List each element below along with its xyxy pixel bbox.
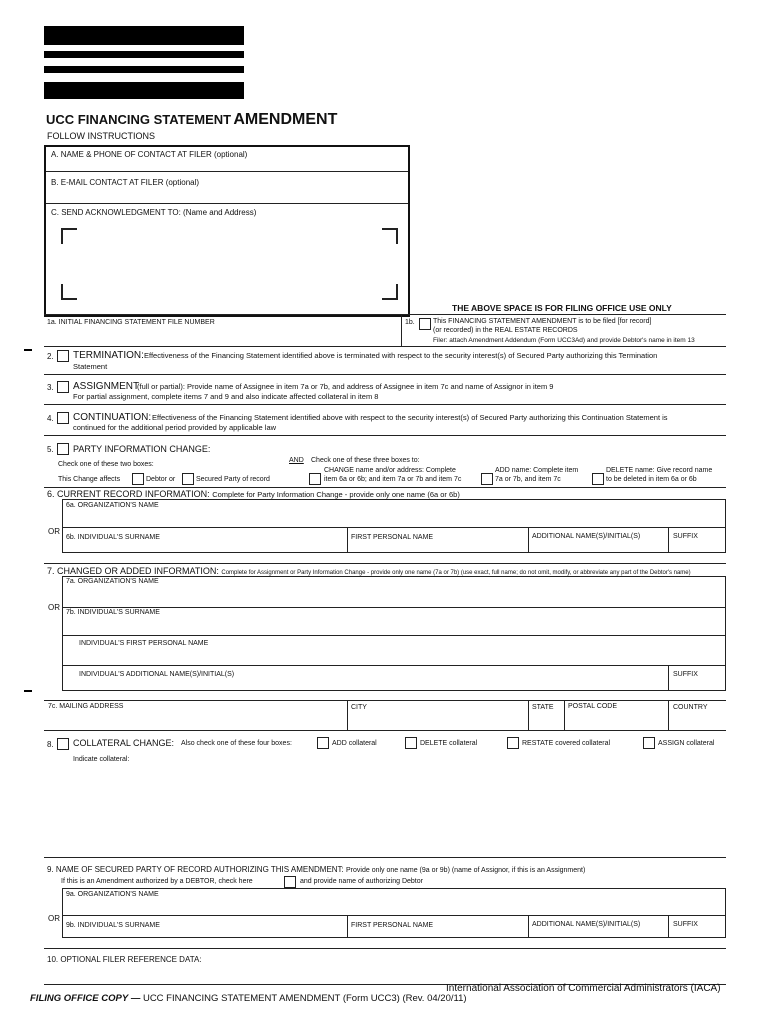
delete-name-text-1: DELETE name: Give record name	[606, 467, 713, 474]
change-affects-text: This Change affects	[58, 476, 121, 483]
org-name-7a-input[interactable]	[64, 588, 724, 606]
send-ack-label: C. SEND ACKNOWLEDGMENT TO: (Name and Address)	[51, 208, 257, 217]
header-bar-2	[44, 51, 244, 58]
follow-instructions: FOLLOW INSTRUCTIONS	[47, 131, 156, 141]
form-title	[46, 111, 337, 129]
affects-secured-party-checkbox[interactable]	[182, 473, 194, 485]
mailing-address-7c-label: 7c. MAILING ADDRESS	[48, 703, 124, 710]
surname-9b-label: 9b. INDIVIDUAL'S SURNAME	[66, 922, 160, 929]
suffix-7-label: SUFFIX	[673, 671, 698, 678]
initial-file-number-input[interactable]	[47, 330, 397, 344]
termination-num: 2.	[47, 352, 54, 361]
footer-iaca: International Association of Commercial Administrators (IACA)	[446, 983, 721, 994]
termination-text: Effectiveness of the Financing Statement identified above is terminated with respect to the security interest(s) of Secured Party authorizing this Termination	[144, 351, 658, 360]
collateral-description-area[interactable]	[73, 767, 723, 855]
debtor-authorized-text-2: and provide name of authorizing Debtor	[300, 878, 423, 885]
surname-6b-label: 6b. INDIVIDUAL'S SURNAME	[66, 534, 160, 541]
termination-heading: TERMINATION:	[73, 350, 144, 361]
form-title-amendment: AMENDMENT	[233, 111, 338, 128]
add-collateral-checkbox[interactable]	[317, 737, 329, 749]
assignment-heading: ASSIGNMENT	[73, 381, 140, 392]
org-name-7a-label: 7a. ORGANIZATION'S NAME	[66, 578, 159, 585]
send-ack-address-area[interactable]	[64, 231, 396, 299]
footer-copy: FILING OFFICE COPY	[30, 993, 129, 1004]
termination-checkbox[interactable]	[57, 350, 69, 362]
real-estate-text-1: This FINANCING STATEMENT AMENDMENT is to be filed [for record]	[433, 318, 652, 325]
and-label: AND	[289, 457, 304, 464]
collateral-heading: COLLATERAL CHANGE:	[73, 738, 175, 748]
restate-collateral-label: RESTATE covered collateral	[522, 740, 611, 747]
first-name-7-label: INDIVIDUAL'S FIRST PERSONAL NAME	[79, 640, 209, 647]
org-name-9a-label: 9a. ORGANIZATION'S NAME	[66, 891, 159, 898]
continuation-heading: CONTINUATION:	[73, 412, 152, 423]
changed-info-title: 7. CHANGED OR ADDED INFORMATION:	[47, 566, 219, 576]
real-estate-text-2: (or recorded) in the REAL ESTATE RECORDS	[433, 327, 578, 334]
secured-party-title: 9. NAME OF SECURED PARTY OF RECORD AUTHORIZING THIS AMENDMENT:	[47, 865, 344, 874]
footer-copy-line	[30, 993, 467, 1004]
city-7c-label: CITY	[351, 704, 367, 711]
country-7c-label: COUNTRY	[673, 704, 708, 711]
org-name-6a-label: 6a. ORGANIZATION'S NAME	[66, 502, 159, 509]
real-estate-checkbox[interactable]	[419, 318, 431, 330]
add-name-text-1: ADD name: Complete item	[495, 467, 579, 474]
header-bar-4	[44, 82, 244, 99]
current-record-text: Complete for Party Information Change - provide only one name (6a or 6b)	[212, 490, 460, 499]
real-estate-text-3: Filer: attach Amendment Addendum (Form UCC3Ad) and provide Debtor's name in item 13	[433, 337, 695, 344]
termination-text-2: Statement	[73, 362, 108, 371]
continuation-text-2: continued for the additional period provided by applicable law	[73, 423, 277, 432]
indicate-collateral-label: Indicate collateral:	[73, 756, 130, 763]
change-name-checkbox[interactable]	[309, 473, 321, 485]
header-bar-1	[44, 26, 244, 45]
state-7c-label: STATE	[532, 704, 554, 711]
changed-info-text: Complete for Assignment or Party Information Change - provide only one name (7a or 7b) (use exact, full name; do not omit, modify, or abbreviate any part of the Debtor's name)	[221, 570, 691, 576]
affects-debtor-checkbox[interactable]	[132, 473, 144, 485]
assignment-text-2: For partial assignment, complete items 7 and 9 and also indicate affected collateral in item 8	[73, 392, 379, 401]
optional-reference-input[interactable]	[47, 966, 723, 980]
check-two-boxes-text: Check one of these two boxes:	[58, 461, 154, 468]
assign-collateral-label: ASSIGN collateral	[658, 740, 715, 747]
additional-names-7-label: INDIVIDUAL'S ADDITIONAL NAME(S)/INITIAL(S)	[79, 671, 235, 678]
contact-name-phone-label: A. NAME & PHONE OF CONTACT AT FILER (optional)	[51, 150, 248, 159]
suffix-6b-label: SUFFIX	[673, 533, 698, 540]
check-three-boxes-text: Check one of these three boxes to:	[311, 457, 420, 464]
secured-party-heading	[47, 865, 585, 876]
assignment-num: 3.	[47, 383, 54, 392]
debtor-authorized-text: If this is an Amendment authorized by a DEBTOR, check here	[61, 878, 253, 885]
change-name-text-2: item 6a or 6b; and item 7a or 7b and item 7c	[324, 476, 462, 483]
add-collateral-label: ADD collateral	[332, 740, 377, 747]
collateral-also-text: Also check one of these four boxes:	[181, 740, 292, 747]
affects-debtor-label: Debtor or	[146, 476, 176, 483]
form-title-main: UCC FINANCING STATEMENT	[46, 112, 232, 127]
change-name-text-1: CHANGE name and/or address: Complete	[324, 467, 456, 474]
footer-dash: —	[130, 993, 141, 1004]
assign-collateral-checkbox[interactable]	[643, 737, 655, 749]
assignment-text: (full or partial): Provide name of Assignee in item 7a or 7b, and address of Assignee in item 7c and name of Assignor in item 9	[137, 382, 554, 391]
or-6-label: OR	[48, 527, 60, 536]
debtor-authorized-checkbox[interactable]	[284, 876, 296, 888]
suffix-9b-label: SUFFIX	[673, 921, 698, 928]
assignment-checkbox[interactable]	[57, 381, 69, 393]
first-name-6b-label: FIRST PERSONAL NAME	[351, 534, 434, 541]
org-name-9a-input[interactable]	[64, 900, 724, 914]
party-change-checkbox[interactable]	[57, 443, 69, 455]
additional-names-9b-label: ADDITIONAL NAME(S)/INITIAL(S)	[532, 921, 641, 928]
footer-form: UCC FINANCING STATEMENT AMENDMENT (Form UCC3) (Rev. 04/20/11)	[142, 993, 467, 1004]
optional-reference-label: 10. OPTIONAL FILER REFERENCE DATA:	[47, 955, 202, 964]
collateral-num: 8.	[47, 740, 54, 749]
additional-names-6b-label: ADDITIONAL NAME(S)/INITIAL(S)	[532, 533, 641, 540]
party-change-num: 5.	[47, 445, 54, 454]
current-record-table	[62, 499, 726, 553]
continuation-text: Effectiveness of the Financing Statement identified above with respect to the security interest(s) of Secured Party authorizing this Continuation Statement is	[152, 413, 668, 422]
add-name-text-2: 7a or 7b, and item 7c	[495, 476, 561, 483]
affects-secured-party-label: Secured Party of record	[196, 476, 270, 483]
add-name-checkbox[interactable]	[481, 473, 493, 485]
initial-file-number-label: 1a. INITIAL FINANCING STATEMENT FILE NUMBER	[47, 319, 215, 326]
real-estate-num: 1b.	[405, 319, 415, 326]
postal-7c-label: POSTAL CODE	[568, 703, 618, 710]
filing-office-notice: THE ABOVE SPACE IS FOR FILING OFFICE USE ONLY	[452, 303, 672, 313]
delete-name-text-2: to be deleted in item 6a or 6b	[606, 476, 697, 483]
continuation-num: 4.	[47, 414, 54, 423]
restate-collateral-checkbox[interactable]	[507, 737, 519, 749]
current-record-title: 6. CURRENT RECORD INFORMATION:	[47, 489, 210, 499]
delete-collateral-label: DELETE collateral	[420, 740, 478, 747]
delete-collateral-checkbox[interactable]	[405, 737, 417, 749]
org-name-6a-input[interactable]	[64, 512, 724, 526]
collateral-change-checkbox[interactable]	[57, 738, 69, 750]
surname-7b-label: 7b. INDIVIDUAL'S SURNAME	[66, 609, 160, 616]
party-change-heading: PARTY INFORMATION CHANGE:	[73, 444, 211, 454]
first-name-9b-label: FIRST PERSONAL NAME	[351, 922, 434, 929]
margin-tick-2	[24, 690, 32, 692]
secured-party-text: Provide only one name (9a or 9b) (name of Assignor, if this is an Assignment)	[346, 867, 586, 874]
continuation-checkbox[interactable]	[57, 412, 69, 424]
delete-name-checkbox[interactable]	[592, 473, 604, 485]
header-bar-3	[44, 66, 244, 73]
or-9-label: OR	[48, 914, 60, 923]
email-contact-label: B. E-MAIL CONTACT AT FILER (optional)	[51, 178, 200, 187]
margin-tick-1	[24, 349, 32, 351]
or-7-label: OR	[48, 603, 60, 612]
